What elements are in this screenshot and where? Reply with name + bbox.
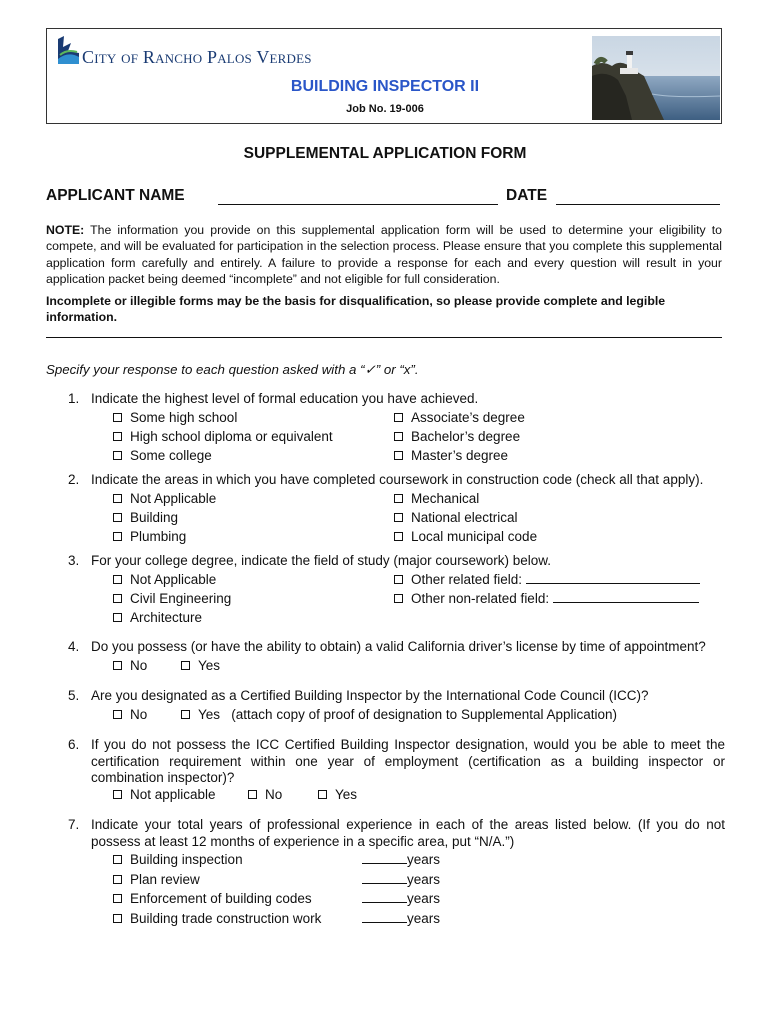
instruction-text: Specify your response to each question asked with a “✓” or “x”. [46, 362, 419, 377]
checkbox-icon[interactable] [113, 575, 122, 584]
option-label: Yes [335, 787, 358, 802]
question-number: 1. [68, 391, 80, 406]
checkbox-icon[interactable] [394, 494, 403, 503]
years-input[interactable] [362, 922, 407, 923]
checkbox-icon[interactable] [113, 710, 122, 719]
years-input[interactable] [362, 883, 407, 884]
applicant-name-field[interactable] [218, 204, 498, 205]
checkbox-icon[interactable] [113, 661, 122, 670]
checkbox-icon[interactable] [394, 532, 403, 541]
checkbox-icon[interactable] [181, 710, 190, 719]
option-building-trade-construction-work[interactable] [113, 911, 321, 926]
option-building-inspection[interactable] [113, 852, 243, 867]
option-high-school-diploma[interactable] [113, 429, 333, 444]
option-label: No [130, 707, 148, 722]
years-row [362, 891, 440, 906]
option-label: Building trade construction work [130, 911, 322, 926]
years-label: years [407, 872, 441, 887]
checkbox-icon[interactable] [113, 790, 122, 799]
checkbox-icon[interactable] [113, 413, 122, 422]
question-number: 6. [68, 737, 80, 752]
job-number: Job No. 19-006 [346, 103, 424, 115]
option-label: Building [130, 510, 179, 525]
attach-proof-note: (attach copy of proof of designation to Supplemental Application) [231, 707, 618, 722]
option-other-non-related-field[interactable] [394, 591, 699, 606]
note-text: The information you provide on this supplemental application form will be used to determine your eligibility to compete, and will be evaluated for participation in the selection process. Please ensure that you complete this supplemental application form carefully and entirely. A failure to provide a response for each and every question will result in your application packet being deemed “incomplete” and not eligible for full consideration. [46, 223, 722, 286]
checkbox-icon[interactable] [113, 432, 122, 441]
option-associates-degree[interactable] [394, 410, 525, 425]
years-input[interactable] [362, 902, 407, 903]
years-row [362, 911, 440, 926]
option-bachelors-degree[interactable] [394, 429, 520, 444]
checkbox-icon[interactable] [394, 594, 403, 603]
option-no[interactable] [113, 707, 147, 722]
option-no[interactable] [248, 787, 282, 802]
option-building[interactable] [113, 510, 178, 525]
question-6-text: If you do not possess the ICC Certified Building Inspector designation, would you be able to meet the certification requirement within one year of employment (certification as a building inspector or combination inspector)? [91, 737, 725, 785]
option-masters-degree[interactable] [394, 448, 508, 463]
option-label: Building inspection [130, 852, 243, 867]
option-national-electrical[interactable] [394, 510, 518, 525]
option-label: No [265, 787, 283, 802]
job-title: BUILDING INSPECTOR II [290, 78, 480, 95]
other-related-field-input[interactable] [526, 583, 700, 584]
years-input[interactable] [362, 863, 407, 864]
question-number: 3. [68, 553, 80, 568]
option-label: Associate’s degree [411, 410, 525, 425]
city-name: City of Rancho Palos Verdes [82, 47, 312, 67]
question-5-text: Are you designated as a Certified Building Inspector by the International Code Council (ICC)? [91, 688, 649, 703]
applicant-name-label: APPLICANT NAME [46, 187, 185, 204]
option-not-applicable[interactable] [113, 491, 216, 506]
option-no[interactable] [113, 658, 147, 673]
divider [46, 337, 722, 338]
option-label: Some high school [130, 410, 238, 425]
city-logo-icon [55, 33, 81, 67]
option-label: National electrical [411, 510, 518, 525]
checkbox-icon[interactable] [394, 513, 403, 522]
checkbox-icon[interactable] [113, 914, 122, 923]
years-row [362, 852, 440, 867]
option-label: Not Applicable [130, 572, 217, 587]
checkbox-icon[interactable] [113, 513, 122, 522]
question-1-text: Indicate the highest level of formal education you have achieved. [91, 391, 479, 406]
option-enforcement-of-building-codes[interactable] [113, 891, 312, 906]
option-label: Other related field: [411, 572, 523, 587]
checkbox-icon[interactable] [248, 790, 257, 799]
date-label: DATE [506, 187, 548, 204]
option-not-applicable[interactable] [113, 787, 216, 802]
checkbox-icon[interactable] [394, 451, 403, 460]
option-label: Plan review [130, 872, 200, 887]
years-row [362, 872, 440, 887]
option-label: Mechanical [411, 491, 480, 506]
question-number: 7. [68, 817, 80, 832]
option-label: High school diploma or equivalent [130, 429, 333, 444]
option-other-related-field[interactable] [394, 572, 700, 587]
option-label: Master’s degree [411, 448, 509, 463]
option-label: Some college [130, 448, 212, 463]
option-yes[interactable] [318, 787, 357, 802]
option-some-college[interactable] [113, 448, 212, 463]
disqualification-warning: Incomplete or illegible forms may be the basis for disqualification, so please provide complete and legible information. [46, 294, 666, 324]
checkbox-icon[interactable] [113, 855, 122, 864]
checkbox-icon[interactable] [113, 594, 122, 603]
date-field[interactable] [556, 204, 720, 205]
option-label: Yes [198, 658, 221, 673]
option-label: Civil Engineering [130, 591, 232, 606]
checkbox-icon[interactable] [113, 532, 122, 541]
option-label: No [130, 658, 148, 673]
question-2-text: Indicate the areas in which you have completed coursework in construction code (check all that apply). [91, 472, 704, 487]
option-civil-engineering[interactable] [113, 591, 231, 606]
form-title: SUPPLEMENTAL APPLICATION FORM [243, 145, 527, 162]
option-label: Not applicable [130, 787, 216, 802]
other-non-related-field-input[interactable] [553, 602, 699, 603]
option-yes[interactable] [181, 707, 617, 722]
question-7-text: Indicate your total years of professional experience in each of the areas listed below. (If you do not possess at least 12 months of experience in a specific area, put “N/A.”) [91, 817, 725, 849]
checkbox-icon[interactable] [318, 790, 327, 799]
question-3-text: For your college degree, indicate the field of study (major coursework) below. [91, 553, 551, 568]
option-yes[interactable] [181, 658, 220, 673]
question-number: 2. [68, 472, 80, 487]
option-label: Enforcement of building codes [130, 891, 312, 906]
checkbox-icon[interactable] [181, 661, 190, 670]
option-label: Architecture [130, 610, 203, 625]
checkbox-icon[interactable] [394, 432, 403, 441]
checkbox-icon[interactable] [113, 451, 122, 460]
option-plan-review[interactable] [113, 872, 200, 887]
option-label: Plumbing [130, 529, 187, 544]
option-plumbing[interactable] [113, 529, 186, 544]
option-local-municipal-code[interactable] [394, 529, 537, 544]
note-label: NOTE: [46, 223, 85, 237]
checkbox-icon[interactable] [394, 413, 403, 422]
question-4-text: Do you possess (or have the ability to obtain) a valid California driver’s license by time of appointment? [91, 639, 706, 654]
checkbox-icon[interactable] [113, 613, 122, 622]
checkbox-icon[interactable] [113, 875, 122, 884]
years-label: years [407, 852, 441, 867]
question-number: 5. [68, 688, 80, 703]
years-label: years [407, 911, 441, 926]
note-paragraph [46, 222, 722, 287]
checkbox-icon[interactable] [113, 894, 122, 903]
option-mechanical[interactable] [394, 491, 479, 506]
option-architecture[interactable] [113, 610, 202, 625]
option-label: Local municipal code [411, 529, 538, 544]
option-label: Bachelor’s degree [411, 429, 521, 444]
question-number: 4. [68, 639, 80, 654]
checkbox-icon[interactable] [113, 494, 122, 503]
option-label: Not Applicable [130, 491, 217, 506]
option-label: Other non-related field: [411, 591, 550, 606]
option-some-high-school[interactable] [113, 410, 237, 425]
years-label: years [407, 891, 441, 906]
option-not-applicable[interactable] [113, 572, 216, 587]
checkbox-icon[interactable] [394, 575, 403, 584]
option-label: Yes [198, 707, 221, 722]
